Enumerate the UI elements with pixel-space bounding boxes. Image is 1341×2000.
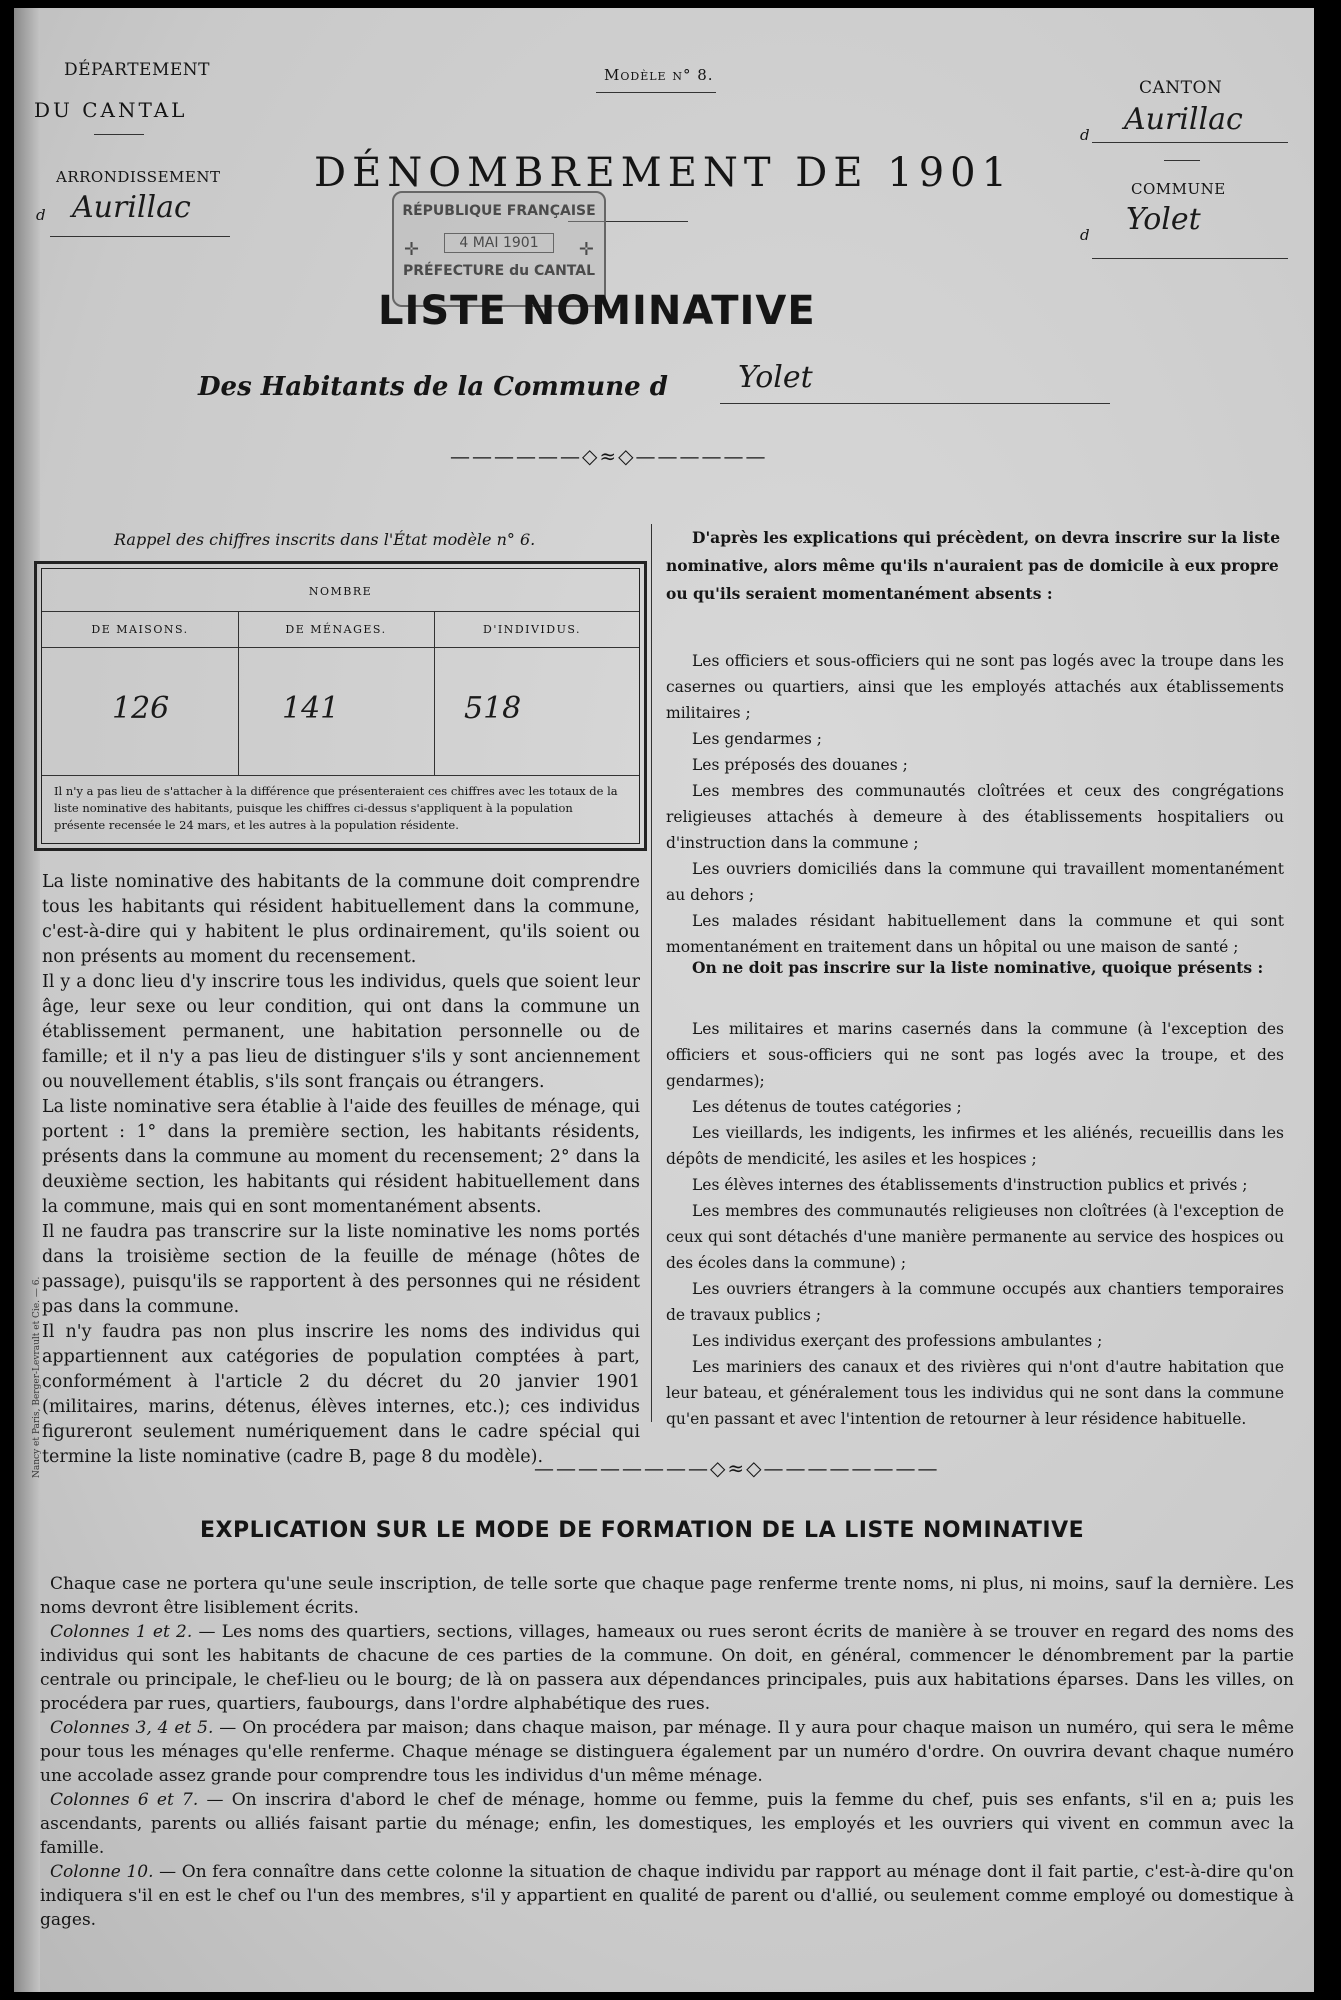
departement-value: DU CANTAL [34, 98, 188, 122]
exclude-item: Les individus exerçant des professions ambulantes ; [692, 1332, 1103, 1350]
explication-text: — On procédera par maison; dans chaque maison, par ménage. Il y aura pour chaque maison un numéro, qui sera le même pour tous les ménages qu'elle renferme. Chaque ménage se distinguera également par un numéro d'ordre. On ouvrira devant chaque numéro une accolade assez grande pour comprendre tous les individus d'un même ménage. [40, 1718, 1295, 1786]
explication-body [40, 1572, 1294, 1932]
include-item: Les officiers et sous-officiers qui ne sont pas logés avec la troupe dans les casernes ou quartiers, ainsi que les employés attachés aux établissements militaires ; [666, 652, 1284, 722]
arrondissement-prefix: d [36, 206, 46, 224]
explication-text: — On fera connaître dans cette colonne la situation de chaque individu par rapport au ménage dont il fait partie, c'est-à-dire qu'on indiquera s'il en est le chef ou l'un des membres, s'il y appartient en qualité de parent ou d'allié, ou seulement comme employé ou domestique à gages. [40, 1862, 1294, 1930]
value-individus: 518 [464, 691, 522, 726]
value-maisons: 126 [112, 691, 170, 726]
explication-text: — Les noms des quartiers, sections, villages, hameaux ou rues seront écrits de manière à se trouver en regard des noms des individus qui sont les habitants de chacune de ces parties de la commune. On doit, en général, commencer le dénombrement par la partie centrale ou principale, le chef-lieu ou le bourg; de là on passera aux dépendances principales, puis aux habitations éparses. Dans les villes, on procédera par rues, quartiers, faubourgs, dans l'ordre alphabétique des rues. [40, 1622, 1294, 1714]
explication-paragraph: Chaque case ne portera qu'une seule inscription, de telle sorte que chaque page renferme trente noms, ni plus, ni moins, sauf la dernière. Les noms devront être lisiblement écrits. [40, 1574, 1294, 1618]
explication-paragraph [40, 1788, 1294, 1860]
col-header-menages: DE MÉNAGES. [285, 623, 387, 636]
recall-note: Il n'y a pas lieu de s'attacher à la différence que présenteraient ces chiffres avec les totaux de la liste nominative des habitants, puisque les chiffres ci-dessus s'appliquent à la population présente recensée le 24 mars, et les autres à la population résidente. [54, 784, 618, 832]
left-paragraph: Il n'y faudra pas non plus inscrire les noms des individus qui appartiennent aux catégories de population comptées à part, conformément à l'article 2 du décret du 20 janvier 1901 (militaires, marins, détenus, élèves internes, etc.); ces individus figureront seulement numériquement dans le cadre spécial qui termine la liste nominative (cadre B, page 8 du modèle). [42, 1322, 640, 1467]
commune-label: COMMUNE [1131, 180, 1226, 198]
explication-label: Colonnes 1 et 2. [50, 1622, 193, 1642]
left-paragraph: Il y a donc lieu d'y inscrire tous les individus, quels que soient leur âge, leur sexe ou leur condition, qui ont dans la commune un établissement permanent, une habitation personnelle ou de famille; et il n'y a pas lieu de distinguer s'ils y sont anciennement ou nouvellement établis, s'ils sont français ou étrangers. [42, 972, 640, 1092]
col-header-maisons: DE MAISONS. [91, 623, 189, 636]
recall-group-header: NOMBRE [308, 585, 373, 598]
column-separator [651, 524, 652, 1422]
explication-text: — On inscrira d'abord le chef de ménage, homme ou femme, puis la femme du chef, puis ses enfants, s'il en a; puis les ascendants, parents ou alliés faisant partie du ménage; enfin, les domestiques, les employés et les ouvriers qui vivent en commun avec la famille. [40, 1790, 1294, 1858]
binding-edge [14, 8, 40, 1992]
exclude-item: Les élèves internes des établissements d'instruction publics et privés ; [692, 1176, 1248, 1194]
value-menages: 141 [282, 691, 340, 726]
include-item: Les malades résidant habituellement dans la commune et qui sont momentanément en traitement dans un hôpital ou une maison de santé ; [666, 912, 1284, 956]
left-instructions [42, 870, 640, 1470]
explication-paragraph [40, 1716, 1294, 1788]
arrondissement-handwritten: Aurillac [72, 190, 191, 225]
explication-paragraph [40, 1620, 1294, 1716]
exclude-item: Les militaires et marins casernés dans la commune (à l'exception des officiers et sous-officiers qui ne sont pas logés avec la troupe, et des gendarmes); [666, 1020, 1284, 1090]
include-item: Les ouvriers domiciliés dans la commune qui travaillent momentanément au dehors ; [666, 860, 1284, 904]
stamp-cross-icon: ✛ [578, 239, 594, 260]
explication-label: Colonnes 6 et 7. [50, 1790, 199, 1810]
exclude-item: Les vieillards, les indigents, les infirmes et les aliénés, recueillis dans les dépôts de mendicité, les asiles et les hospices ; [666, 1124, 1284, 1168]
explication-label: Colonnes 3, 4 et 5. [50, 1718, 214, 1738]
left-paragraph: La liste nominative sera établie à l'aide des feuilles de ménage, qui portent : 1° dans la première section, les habitants résidents, présents dans la commune au moment du recensement; 2° dans la deuxième section, les habitants qui résident habituellement dans la commune, mais qui en sont momentanément absents. [42, 1097, 640, 1217]
recall-table [34, 561, 647, 851]
col-header-individus: D'INDIVIDUS. [483, 623, 581, 636]
stamp-date: 4 MAI 1901 [444, 233, 553, 253]
subtitle-habitants: Des Habitants de la Commune d [198, 372, 668, 402]
include-item: Les gendarmes ; [692, 730, 822, 748]
canton-handwritten: Aurillac [1124, 102, 1243, 137]
exclude-item: Les membres des communautés religieuses non cloîtrées (à l'exception de ceux qui sont détachés d'une manière permanente au service des hospices ou des écoles dans la commune) ; [666, 1202, 1284, 1272]
departement-label: DÉPARTEMENT [64, 60, 210, 80]
include-item: Les préposés des douanes ; [692, 756, 908, 774]
canton-prefix: d [1080, 126, 1090, 144]
ornament-divider: ————————◇≈◇———————— [534, 1456, 940, 1480]
page-title: DÉNOMBREMENT DE 1901 [314, 150, 1014, 196]
exclude-item: Les détenus de toutes catégories ; [692, 1098, 962, 1116]
modele-number: Modèle n° 8. [604, 66, 714, 84]
stamp-prefecture: PRÉFECTURE du CANTAL [402, 263, 596, 279]
subtitle-commune-handwritten: Yolet [738, 360, 813, 395]
explication-paragraph [40, 1860, 1294, 1932]
stamp-cross-icon: ✛ [404, 239, 420, 260]
explication-label: Colonne 10. [50, 1862, 154, 1882]
explication-title: EXPLICATION SUR LE MODE DE FORMATION DE LA LISTE NOMINATIVE [200, 1518, 1085, 1543]
include-item: Les membres des communautés cloîtrées et ceux des congrégations religieuses attachés à demeure à des établissements hospitaliers ou d'instruction dans la commune ; [666, 782, 1284, 852]
exclude-item: Les ouvriers étrangers à la commune occupés aux chantiers temporaires de travaux publics ; [666, 1280, 1284, 1324]
exclude-heading: On ne doit pas inscrire sur la liste nominative, quoique présents : [692, 958, 1264, 977]
exclude-list [666, 1016, 1284, 1432]
left-paragraph: La liste nominative des habitants de la commune doit comprendre tous les habitants qui résident habituellement dans la commune, c'est-à-dire qui y habitent le plus ordinairement, qu'ils soient ou non présents au moment du recensement. [42, 872, 640, 967]
left-paragraph: Il ne faudra pas transcrire sur la liste nominative les noms portés dans la troisième section de la feuille de ménage (hôtes de passage), puisqu'ils se rapportent à des personnes qui ne résident pas dans la commune. [42, 1222, 640, 1317]
recall-caption: Rappel des chiffres inscrits dans l'État modèle n° 6. [114, 530, 536, 549]
include-list [666, 648, 1284, 960]
arrondissement-label: ARRONDISSEMENT [56, 168, 221, 186]
liste-nominative-title: LISTE NOMINATIVE [378, 288, 816, 334]
canton-label: CANTON [1139, 78, 1223, 98]
exclude-item: Les mariniers des canaux et des rivières qui n'ont d'autre habitation que leur bateau, et généralement tous les individus qui ne sont dans la commune qu'en passant et avec l'intention de retourner à leur résidence habituelle. [666, 1358, 1284, 1428]
ornament-divider: ——————◇≈◇—————— [450, 444, 768, 468]
stamp-republique: RÉPUBLIQUE FRANÇAISE [402, 203, 596, 219]
document-page [14, 8, 1314, 1992]
commune-handwritten: Yolet [1126, 202, 1201, 237]
commune-prefix: d [1080, 226, 1090, 244]
right-intro: D'après les explications qui précèdent, on devra inscrire sur la liste nominative, alors même qu'ils n'auraient pas de domicile à eux propre ou qu'ils seraient momentanément absents : [666, 528, 1281, 603]
printer-imprint: Nancy et Paris, Berger-Levrault et Cie. — 6. [32, 1276, 42, 1478]
